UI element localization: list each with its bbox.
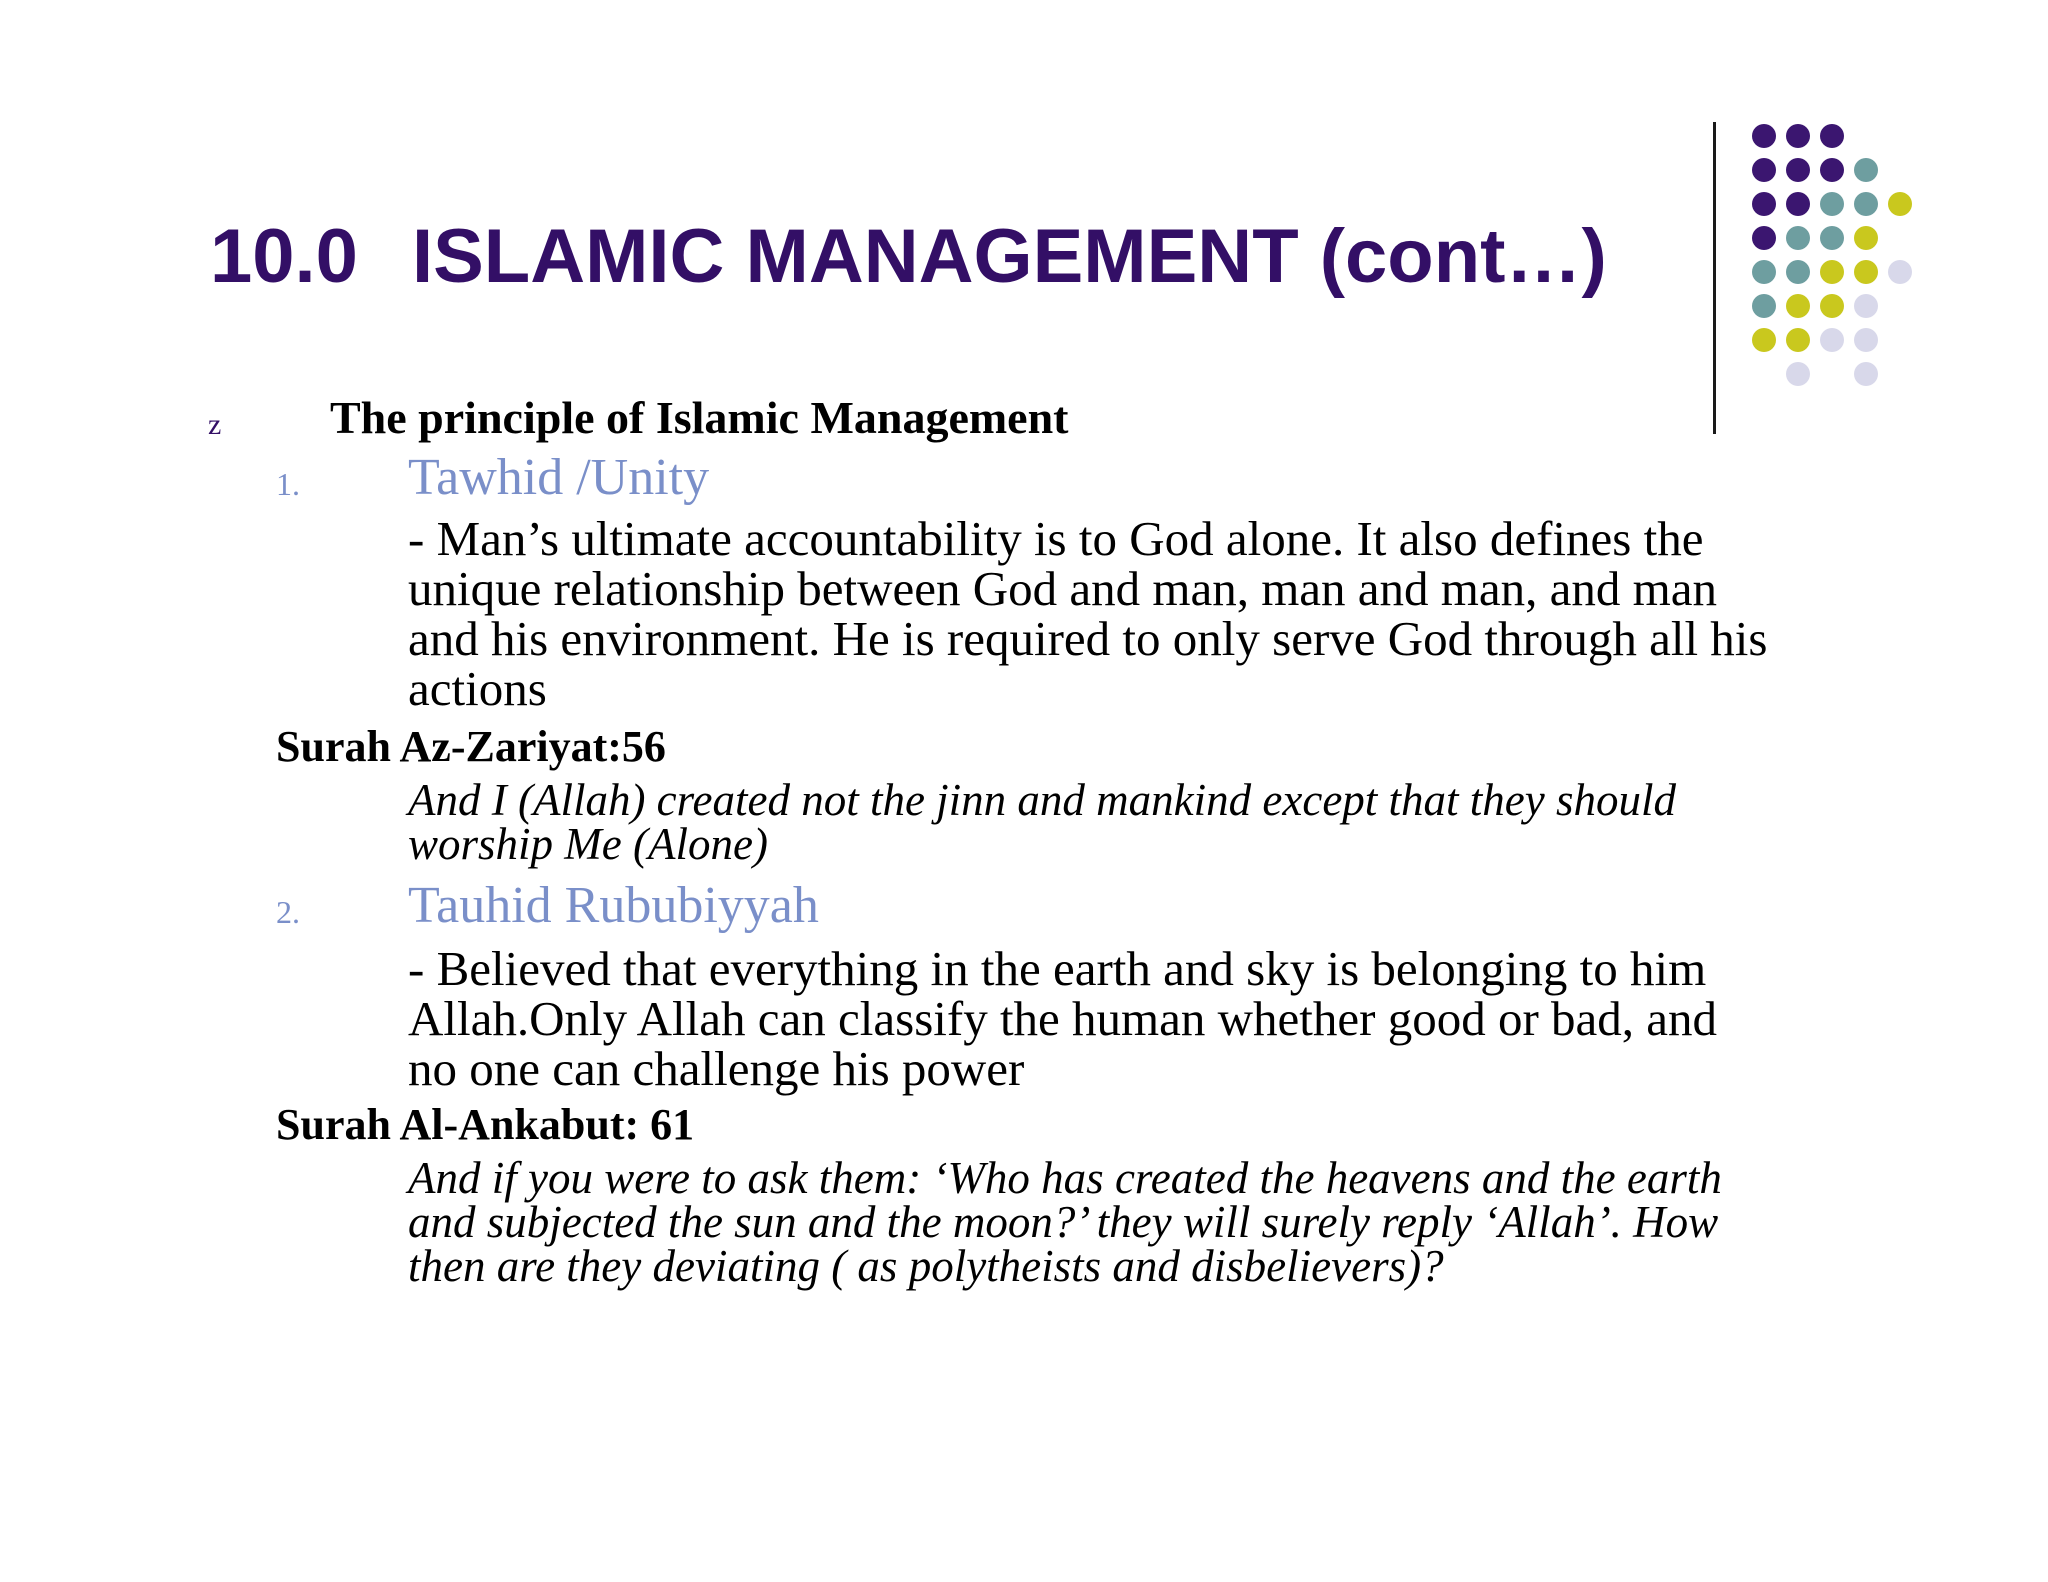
decorative-divider-line bbox=[1713, 122, 1716, 434]
decorative-dot bbox=[1854, 192, 1878, 216]
item-2-heading: Tauhid Rububiyyah bbox=[408, 877, 819, 934]
decorative-dot bbox=[1820, 328, 1844, 352]
decorative-dot bbox=[1752, 260, 1776, 284]
item-2-quote bbox=[408, 1153, 1868, 1291]
item-2-body-line: Allah.Only Allah can classify the human whether good or bad, and bbox=[408, 991, 1718, 1046]
item-2-body-line: no one can challenge his power bbox=[408, 1041, 1025, 1096]
decorative-dot bbox=[1786, 158, 1810, 182]
item-2-body-line: - Believed that everything in the earth and sky is belonging to him bbox=[408, 941, 1707, 996]
decorative-dot bbox=[1854, 158, 1878, 182]
decorative-dot bbox=[1854, 226, 1878, 250]
item-1-quote-line: worship Me (Alone) bbox=[408, 819, 768, 869]
item-1-body-line: actions bbox=[408, 661, 547, 716]
decorative-dot bbox=[1854, 362, 1878, 386]
item-1-body-line: - Man’s ultimate accountability is to God alone. It also defines the bbox=[408, 511, 1704, 566]
decorative-dot bbox=[1854, 294, 1878, 318]
decorative-dot bbox=[1786, 260, 1810, 284]
decorative-dot bbox=[1820, 192, 1844, 216]
item-1-heading: Tawhid /Unity bbox=[408, 449, 710, 506]
item-2-surah: Surah Al-Ankabut: 61 bbox=[276, 1100, 695, 1149]
bullet-marker: z bbox=[208, 408, 222, 441]
item-1-body-line: and his environment. He is required to only serve God through all his bbox=[408, 611, 1768, 666]
decorative-dot bbox=[1820, 124, 1844, 148]
title-number: 10.0 bbox=[210, 214, 358, 299]
decorative-dot bbox=[1888, 192, 1912, 216]
decorative-dot bbox=[1752, 124, 1776, 148]
title-text: ISLAMIC MANAGEMENT (cont…) bbox=[412, 214, 1607, 299]
slide-left-band bbox=[0, 0, 230, 1582]
item-1-quote bbox=[408, 775, 1868, 869]
decorative-dot bbox=[1752, 226, 1776, 250]
decorative-dot bbox=[1786, 124, 1810, 148]
decorative-dot bbox=[1786, 192, 1810, 216]
decorative-dot bbox=[1786, 362, 1810, 386]
item-2-quote-line: and subjected the sun and the moon?’ they will surely reply ‘Allah’. How bbox=[408, 1197, 1719, 1247]
item-1-quote-line: And I (Allah) created not the jinn and mankind except that they should bbox=[408, 775, 1677, 825]
decorative-dot bbox=[1786, 328, 1810, 352]
item-1-number: 1. bbox=[276, 466, 300, 502]
decorative-dot bbox=[1786, 226, 1810, 250]
decorative-dot bbox=[1752, 328, 1776, 352]
decorative-dot bbox=[1854, 260, 1878, 284]
item-2-quote-line: then are they deviating ( as polytheists and disbelievers)? bbox=[408, 1241, 1444, 1291]
principle-heading: The principle of Islamic Management bbox=[330, 392, 1069, 443]
item-1-body-line: unique relationship between God and man, man and man, and man bbox=[408, 561, 1718, 616]
decorative-dot bbox=[1752, 294, 1776, 318]
item-2-number: 2. bbox=[276, 894, 300, 930]
decorative-dot bbox=[1752, 192, 1776, 216]
slide-title bbox=[210, 212, 1607, 302]
decorative-dot bbox=[1820, 294, 1844, 318]
item-2-quote-line: And if you were to ask them: ‘Who has created the heavens and the earth bbox=[408, 1153, 1722, 1203]
decorative-dot bbox=[1786, 294, 1810, 318]
item-1-surah: Surah Az-Zariyat:56 bbox=[276, 722, 666, 771]
decorative-dot bbox=[1820, 158, 1844, 182]
decorative-dot bbox=[1752, 158, 1776, 182]
decorative-dot bbox=[1820, 226, 1844, 250]
decorative-dot bbox=[1820, 260, 1844, 284]
decorative-dot bbox=[1854, 328, 1878, 352]
item-2-body bbox=[408, 941, 1868, 1096]
decorative-dot bbox=[1888, 260, 1912, 284]
item-1-body bbox=[408, 511, 1868, 716]
